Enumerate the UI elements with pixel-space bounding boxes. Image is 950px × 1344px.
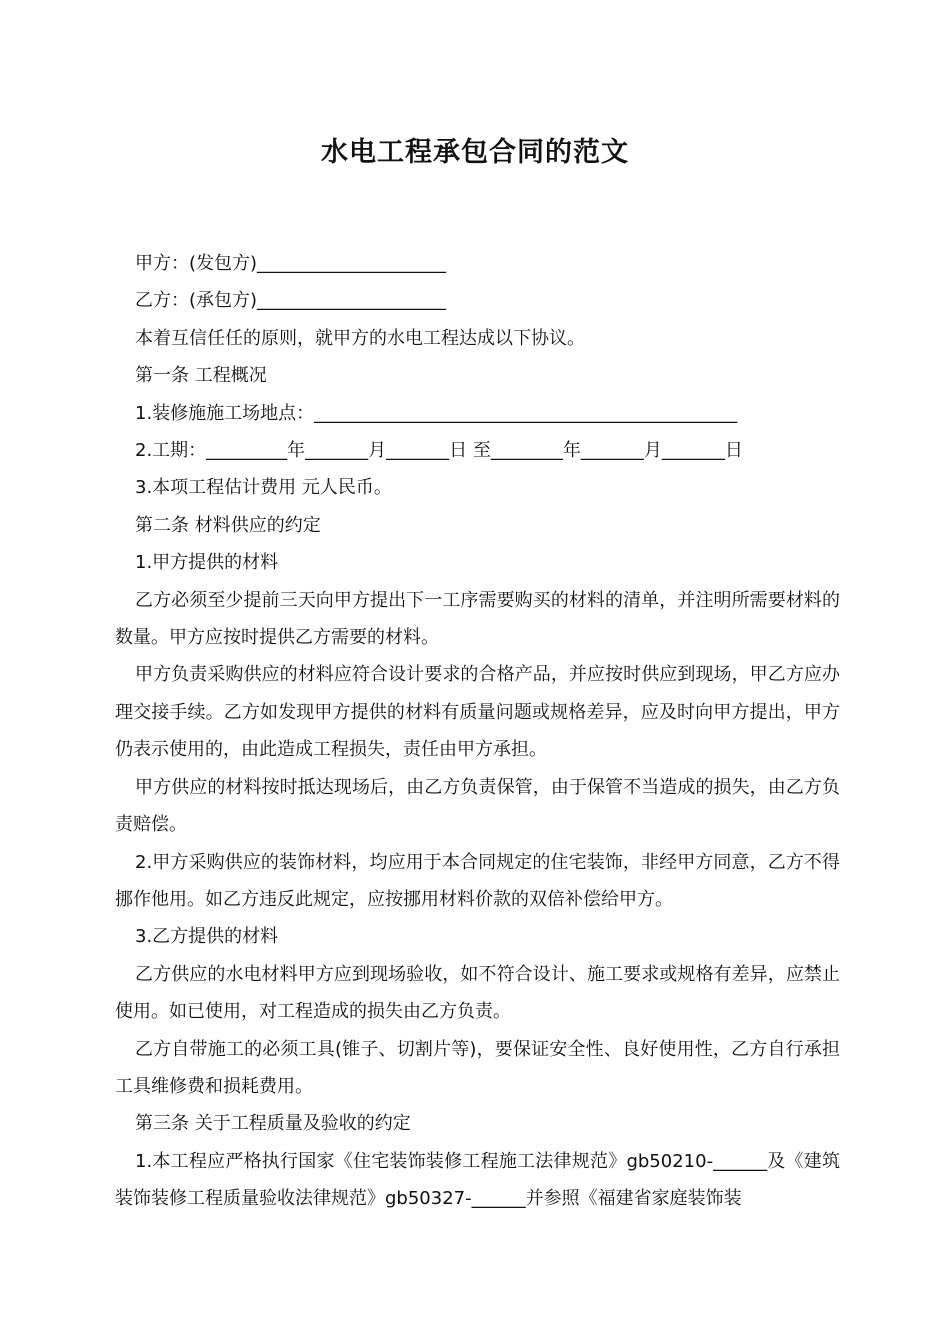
cost-line: 3.本项工程估计费用 元人民币。 — [135, 477, 392, 499]
document-title: 水电工程承包合同的范文 — [321, 137, 629, 168]
article-3-heading: 第三条 关于工程质量及验收的约定 — [135, 1113, 411, 1135]
party-b-line: 乙方：(承包方)_____________________ — [135, 290, 447, 312]
paragraph: 乙方自带施工的必须工具(锥子、切割片等)，要保证安全性、良好使用性，乙方自行承担工具维修费和损耗费用。 — [115, 1038, 840, 1097]
paragraph: 甲方供应的材料按时抵达现场后，由乙方负责保管，由于保管不当造成的损失，由乙方负责赔偿。 — [115, 776, 840, 836]
paragraph: 2.甲方采购供应的装饰材料，均应用于本合同规定的住宅装饰，非经甲方同意，乙方不得挪作他用。如乙方违反此规定，应按挪用材料价款的双倍补偿给甲方。 — [115, 851, 840, 910]
party-a-line: 甲方：(发包方)_____________________ — [135, 253, 447, 274]
paragraph: 乙方必须至少提前三天向甲方提出下一工序需要购买的材料的清单，并注明所需要材料的数量。甲方应按时提供乙方需要的材料。 — [115, 589, 840, 649]
site-location-line: 1.装修施施工场地点：_______________________________________________ — [135, 402, 738, 424]
paragraph: 甲方负责采购供应的材料应符合设计要求的合格产品，并应按时供应到现场，甲乙方应办理交接手续。乙方如发现甲方提供的材料有质量问题或规格差异，应及时向甲方提出，甲方仍表示使用的，由此造成工程损失，责任由甲方承担。 — [115, 664, 840, 761]
paragraph: 乙方供应的水电材料甲方应到现场验收，如不符合设计、施工要求或规格有差异，应禁止使用。如已使用，对工程造成的损失由乙方负责。 — [115, 963, 840, 1023]
duration-line: 2.工期：_________年_______月_______日 至________年_______月_______日 — [135, 440, 743, 462]
document-body — [115, 245, 840, 1218]
article-2-heading: 第二条 材料供应的约定 — [135, 514, 321, 536]
preamble: 本着互信任任的原则，就甲方的水电工程达成以下协议。 — [135, 327, 585, 349]
article-1-heading: 第一条 工程概况 — [135, 365, 267, 387]
party-a-materials-heading: 1.甲方提供的材料 — [135, 552, 279, 574]
party-b-materials-heading: 3.乙方提供的材料 — [135, 926, 279, 948]
paragraph: 1.本工程应严格执行国家《住宅装饰装修工程施工法律规范》gb50210-______及《建筑装饰装修工程质量验收法律规范》gb50327-______并参照《福建省家庭装饰装 — [115, 1150, 840, 1210]
